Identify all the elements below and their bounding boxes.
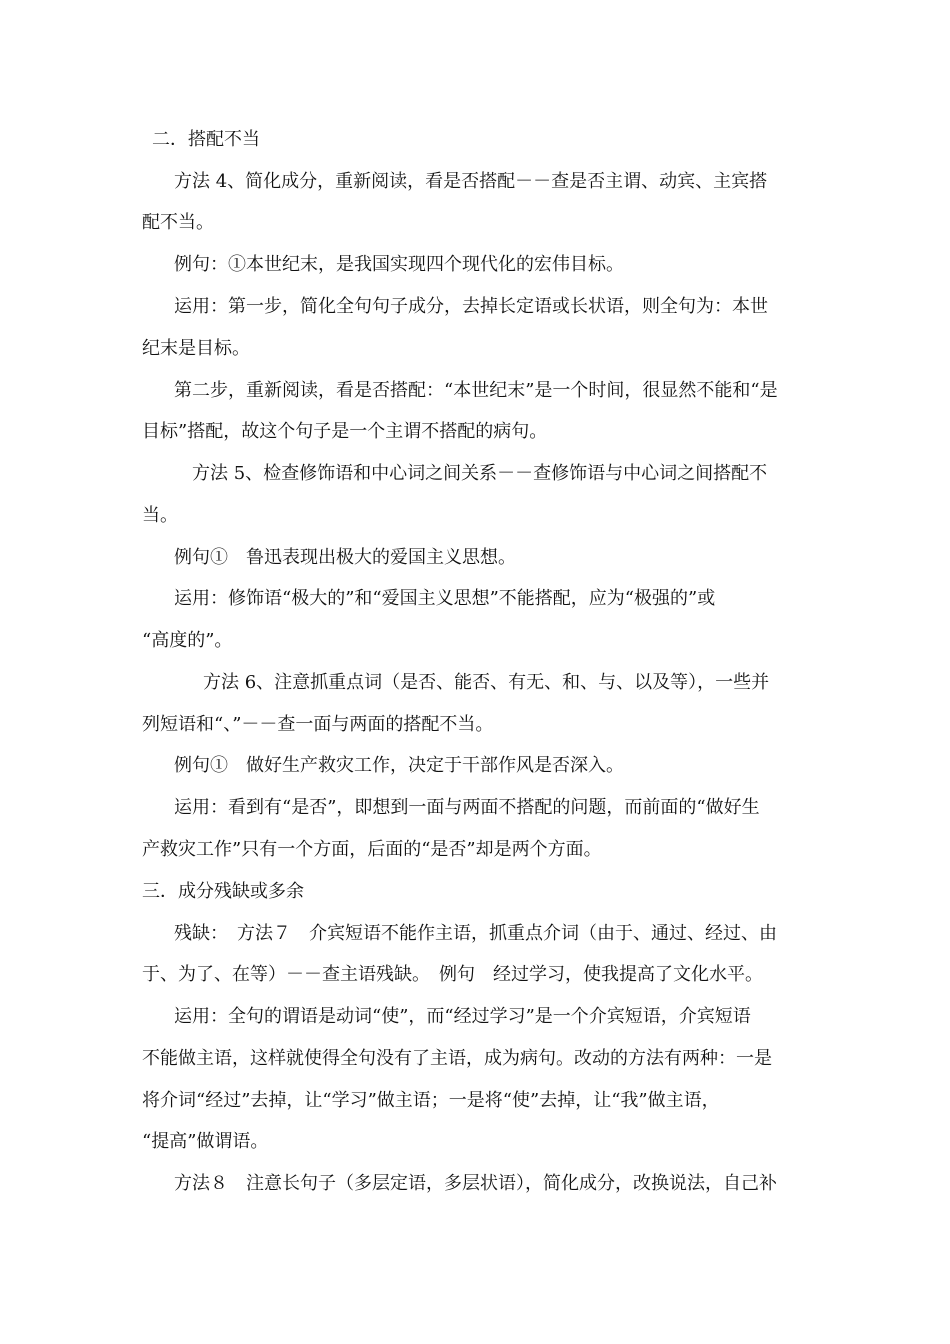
method-6-line-2: 列短语和“、”－－查一面与两面的搭配不当。 — [142, 714, 494, 735]
method-5-line-2: 当。 — [142, 505, 178, 526]
usage-4-line-4: “提高”做谓语。 — [142, 1131, 269, 1152]
method-6-line-1: 方法 6、注意抓重点词（是否、能否、有无、和、与、以及等），一些并 — [203, 672, 770, 693]
usage-4-line-2: 不能做主语，这样就使得全句没有了主语，成为病句。改动的方法有两种：一是 — [142, 1048, 772, 1069]
step-2-line-1: 第二步，重新阅读，看是否搭配：“本世纪末”是一个时间，很显然不能和“是 — [174, 380, 778, 401]
method-4-line-1: 方法 4、简化成分，重新阅读，看是否搭配－－查是否主谓、动宾、主宾搭 — [174, 171, 768, 192]
section-heading-3: 三．成分残缺或多余 — [142, 881, 304, 902]
usage-1-line-2: 纪末是目标。 — [142, 338, 250, 359]
usage-3-line-2: 产救灾工作”只有一个方面，后面的“是否”却是两个方面。 — [142, 839, 602, 860]
step-2-line-2: 目标”搭配，故这个句子是一个主谓不搭配的病句。 — [142, 421, 548, 442]
example-2: 例句① 鲁迅表现出极大的爱国主义思想。 — [174, 547, 516, 568]
usage-1-line-1: 运用：第一步，简化全句句子成分，去掉长定语或长状语，则全句为：本世 — [174, 296, 768, 317]
usage-2-line-1: 运用：修饰语“极大的”和“爱国主义思想”不能搭配，应为“极强的”或 — [174, 588, 716, 609]
usage-2-line-2: “高度的”。 — [142, 630, 233, 651]
method-4-line-2: 配不当。 — [142, 212, 214, 233]
method-7-line-1: 残缺： 方法７ 介宾短语不能作主语，抓重点介词（由于、通过、经过、由 — [174, 923, 777, 944]
method-7-line-2: 于、为了、在等）－－查主语残缺。 例句 经过学习，使我提高了文化水平。 — [142, 964, 763, 985]
method-5-line-1: 方法 5、检查修饰语和中心词之间关系－－查修饰语与中心词之间搭配不 — [192, 463, 768, 484]
section-heading-2: 二．搭配不当 — [152, 129, 260, 150]
usage-3-line-1: 运用：看到有“是否”，即想到一面与两面不搭配的问题，而前面的“做好生 — [174, 797, 760, 818]
example-3: 例句① 做好生产救灾工作，决定于干部作风是否深入。 — [174, 755, 624, 776]
example-1: 例句：①本世纪末，是我国实现四个现代化的宏伟目标。 — [174, 254, 624, 275]
method-8-line-1: 方法８ 注意长句子（多层定语，多层状语），简化成分，改换说法，自己补 — [174, 1173, 777, 1194]
usage-4-line-3: 将介词“经过”去掉，让“学习”做主语；一是将“使”去掉，让“我”做主语， — [142, 1090, 720, 1111]
usage-4-line-1: 运用：全句的谓语是动词“使”，而“经过学习”是一个介宾短语，介宾短语 — [174, 1006, 751, 1027]
